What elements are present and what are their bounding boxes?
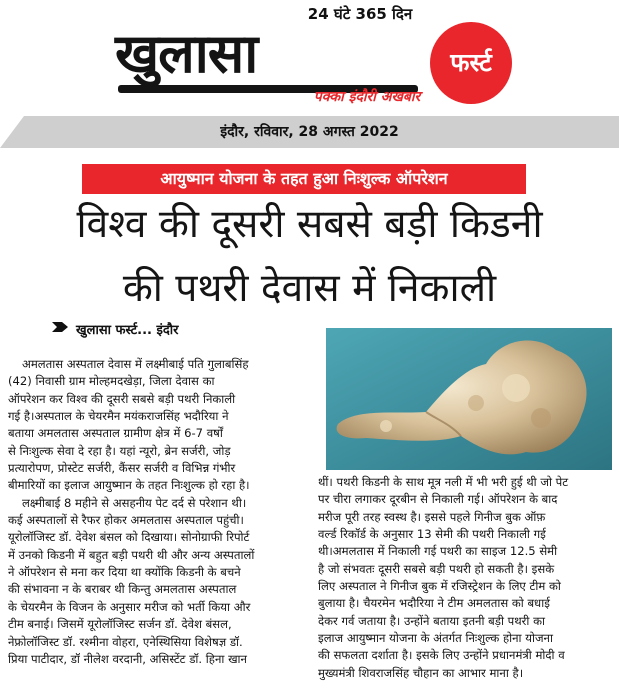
body-text-line: की संभावना न के बराबर थी किन्तु अमलतास अस्पताल: [8, 582, 237, 597]
body-text-line: टीम बनाई। जिसमें यूरोलॉजिस्ट सर्जन डॉ. देवेश बंसल,: [8, 617, 232, 632]
body-text-line: देकर गर्व जताया है। उन्होंने बताया इतनी बड़ी पथरी का: [318, 613, 546, 628]
body-text-line: ऑपरेशन कर विश्व की दूसरी सबसे बड़ी पथरी निकाली: [8, 391, 236, 406]
byline: खुलासा फर्स्ट... इंदौर: [76, 323, 179, 338]
body-text-line: मरीज पूरी तरह स्वस्थ है। इससे पहले गिनीज बुक ऑफ़: [318, 509, 546, 524]
body-text-line: पर चीरा लगाकर दूरबीन से निकाली गई। ऑपरेशन के बाद: [318, 492, 558, 507]
masthead-tagline-top: 24 घंटे 365 दिन: [307, 5, 413, 23]
body-text-line: नेफ्रोलॉजिस्ट डॉ. रश्मीना वोहरा, एनेस्थिसिया विशेषज्ञ डॉ.: [8, 634, 243, 649]
body-text-line: लक्ष्मीबाई 8 महीने से असहनीय पेट दर्द से परेशान थी।: [22, 495, 247, 510]
body-text-line: से निःशुल्क सेवा दे रहा है। यहां न्यूरो, ब्रेन सर्जरी, जोड़: [8, 443, 231, 458]
byline-arrow-icon: [52, 320, 70, 334]
body-text-line: की सफलता दर्शाता है। इसके लिए उन्होंने प्रधानमंत्री मोदी व: [318, 648, 565, 663]
body-text-line: बुलाया है। चैयरमेन भदौरिया ने टीम अमलतास को बधाई: [318, 596, 550, 611]
body-text-line: इलाज आयुष्मान योजना के अंतर्गत निःशुल्क होना योजना: [318, 631, 553, 646]
body-text-line: कई अस्पतालों से रैफर होकर अमलतास अस्पताल पहुंची।: [8, 513, 244, 528]
masthead-tagline-bottom: पक्का इंदौरी अखबार: [313, 89, 421, 105]
body-text-line: है जो संभवतः दूसरी सबसे बड़ी पथरी हो सकती है। इसके: [318, 561, 555, 576]
headline-line-1: विश्व की दूसरी सबसे बड़ी किडनी: [76, 202, 543, 247]
body-text-line: लिए अस्पताल ने गिनीज बुक में रजिस्ट्रेशन के लिए टीम को: [318, 579, 561, 594]
body-text-line: थी।अमलतास में निकाली गई पथरी का साइज 12.5 सेमी: [318, 544, 558, 559]
body-text-line: गई है।अस्पताल के चेयरमैन मयंकराजसिंह भदौरिया ने: [8, 409, 229, 424]
body-text-line: ने ऑपरेशन से मना कर दिया था क्योंकि किडनी के बचने: [8, 565, 241, 580]
body-text-line: प्रत्यारोपण, प्रोस्टेट सर्जरी, कैंसर सर्जरी व विभिन्न गंभीर: [8, 461, 236, 476]
body-text-line: वर्ल्ड रिकॉर्ड के अनुसार 13 सेमी की पथरी निकाली गई: [318, 527, 546, 542]
body-text-line: (42) निवासी ग्राम मोल्हमदखेड़ा, जिला देवास का: [8, 374, 215, 389]
body-text-line: यूरोलॉजिस्ट डॉ. देवेश बंसल को दिखाया। सोनोग्राफी रिपोर्ट: [8, 530, 250, 545]
article-body-left: [8, 356, 308, 668]
newspaper-logo: खुलासा: [115, 22, 258, 85]
body-text-line: में उनको किडनी में बहुत बड़ी पथरी थी और अन्य अस्पतालों: [8, 547, 255, 562]
body-text-line: थीं। पथरी किडनी के साथ मूत्र नली में भी भरी हुई थी जो पेट: [318, 475, 569, 489]
body-text-line: बताया अमलतास अस्पताल ग्रामीण क्षेत्र में 6-7 वर्षों: [8, 426, 223, 441]
headline-line-2: की पथरी देवास में निकाली: [122, 266, 497, 311]
body-text-line: बीमारियों का इलाज आयुष्मान के तहत निःशुल्क हो रहा है।: [8, 478, 250, 493]
body-text-line: अमलतास अस्पताल देवास में लक्ष्मीबाई पति गुलाबसिंह: [22, 357, 249, 371]
first-badge: फर्स्ट: [430, 22, 512, 104]
body-text-line: प्रिया पाटीदार, डॉ नीलेश वरदानी, असिस्टेंट डॉ. हिना खान: [8, 651, 247, 666]
body-text-line: के चेयरमैन के विजन के अनुसार मरीज को भर्ती किया और: [8, 599, 251, 614]
body-text-line: मुख्यमंत्री शिवराजसिंह चौहान का आभार माना है।: [318, 665, 524, 680]
kidney-stone-photo: [326, 328, 612, 470]
article-kicker: आयुष्मान योजना के तहत हुआ निःशुल्क ऑपरेशन: [82, 164, 526, 194]
article-body-right: [318, 474, 612, 682]
dateline: इंदौर, रविवार, 28 अगस्त 2022: [220, 124, 399, 140]
